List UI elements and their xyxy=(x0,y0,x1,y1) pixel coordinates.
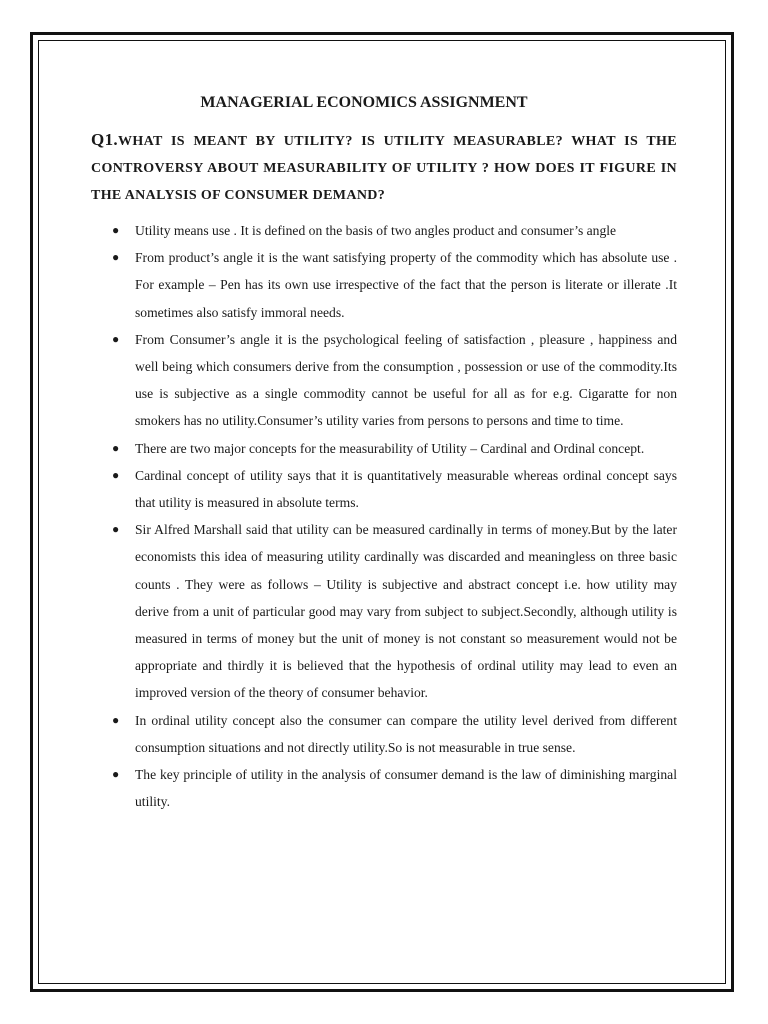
bullet-text: Utility means use . It is defined on the basis of two angles product and consumer’s angle xyxy=(135,223,617,238)
answer-bullet-list xyxy=(91,217,677,815)
bullet-icon: ● xyxy=(112,223,120,237)
bullet-icon: ● xyxy=(112,331,120,346)
document-content xyxy=(91,92,677,815)
list-item xyxy=(91,462,677,516)
bullet-icon: ● xyxy=(112,440,120,455)
bullet-icon: ● xyxy=(112,522,120,537)
list-item xyxy=(91,761,677,815)
list-item xyxy=(91,516,677,706)
list-item xyxy=(91,435,677,462)
bullet-icon: ● xyxy=(112,467,120,482)
bullet-icon: ● xyxy=(112,767,120,782)
list-item xyxy=(91,217,677,244)
bullet-text: From product’s angle it is the want satisfying property of the commodity which has absolute use . For example – Pen has its own use irrespective of the fact that the person is literate or illerate .It sometimes also satisfy immoral needs. xyxy=(135,250,677,320)
question-number: Q1. xyxy=(91,130,119,149)
question-text: WHAT IS MEANT BY UTILITY? IS UTILITY MEASURABLE? WHAT IS THE CONTROVERSY ABOUT MEASURABILITY OF UTILITY ? HOW DOES IT FIGURE IN THE ANALYSIS OF CONSUMER DEMAND? xyxy=(91,134,677,203)
list-item xyxy=(91,707,677,761)
list-item xyxy=(91,244,677,326)
list-item xyxy=(91,326,677,435)
bullet-text: Cardinal concept of utility says that it is quantitatively measurable whereas ordinal concept says that utility is measured in absolute terms. xyxy=(135,467,677,511)
document-title: MANAGERIAL ECONOMICS ASSIGNMENT xyxy=(200,94,528,111)
bullet-icon: ● xyxy=(112,250,120,265)
bullet-icon: ● xyxy=(112,712,120,727)
question-heading xyxy=(91,126,677,209)
bullet-text: There are two major concepts for the measurability of Utility – Cardinal and Ordinal concept. xyxy=(135,440,645,456)
bullet-text: The key principle of utility in the analysis of consumer demand is the law of diminishing marginal utility. xyxy=(135,767,677,810)
bullet-text: In ordinal utility concept also the consumer can compare the utility level derived from different consumption situations and not directly utility.So is not measurable in true sense. xyxy=(135,712,677,755)
bullet-text: From Consumer’s angle it is the psychological feeling of satisfaction , pleasure , happiness and well being which consumers derive from the consumption , possession or use of the commodity.Its use is subjective as a single commodity cannot be useful for all as for e.g. Cigaratte for non smokers has no utility.Consumer’s utility varies from persons to persons and time to time. xyxy=(135,331,677,429)
bullet-text: Sir Alfred Marshall said that utility can be measured cardinally in terms of money.But by the later economists this idea of measuring utility cardinally was discarded and meaningless on three basic counts . They were as follows – Utility is subjective and abstract concept i.e. how utility may derive from a unit of particular good may vary from subject to subject.Secondly, although utility is measured in terms of money but the unit of money is not constant so measurement would not be appropriate and thirdly it is believed that the hypothesis of ordinal utility may lead to even an improved version of the theory of consumer behavior. xyxy=(135,522,677,701)
